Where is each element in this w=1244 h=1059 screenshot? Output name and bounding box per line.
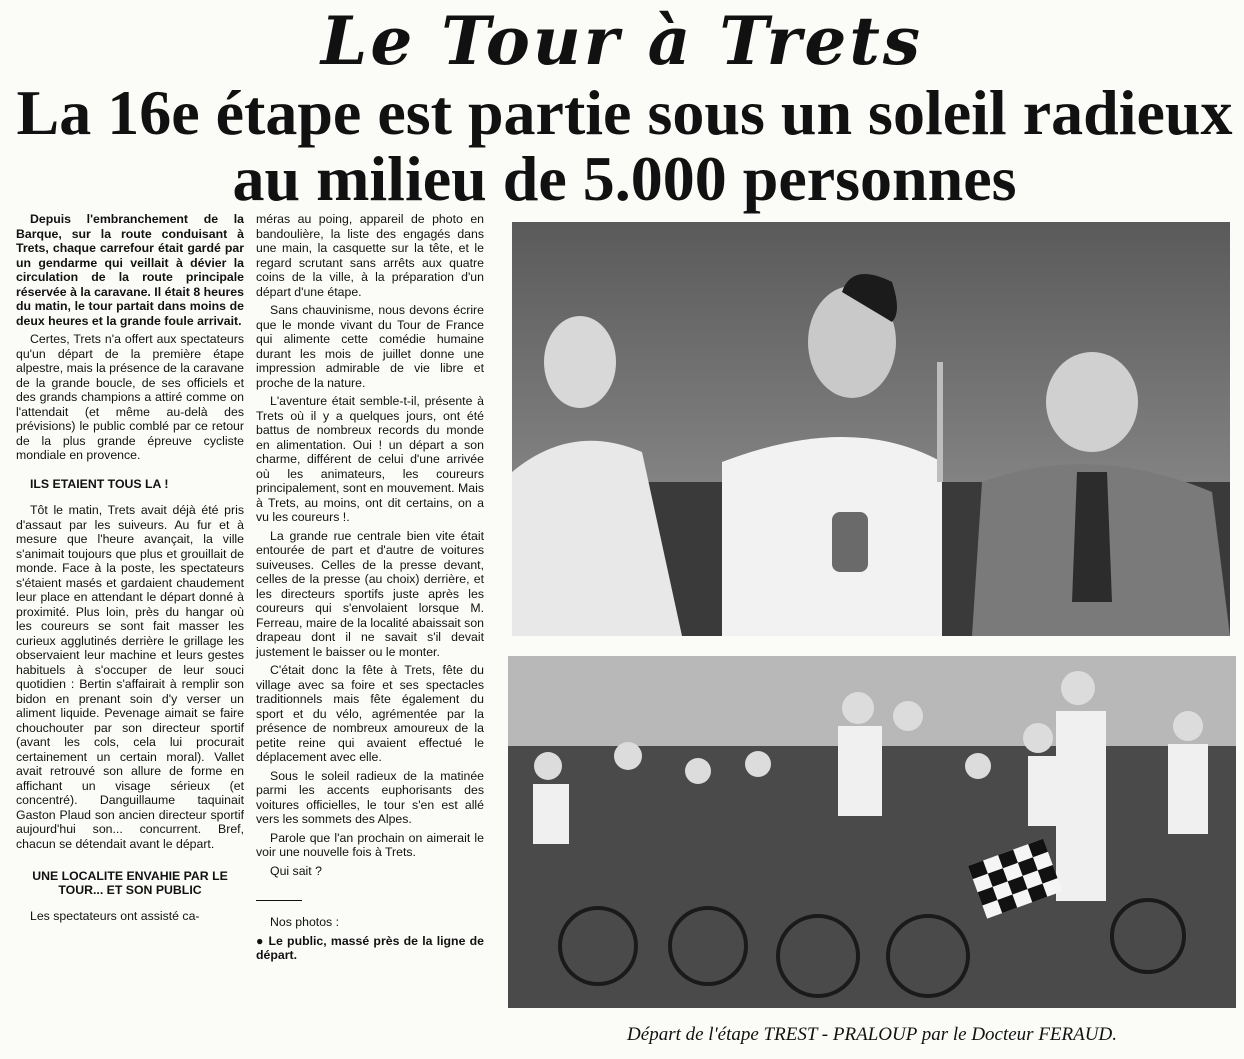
paragraph: Les spectateurs ont assisté ca- [30,909,200,923]
paragraph: La grande rue centrale bien vite était entourée de part et d'autre de voitures suiveuses. Celles de la presse devant, celles de la presse (au choix) derrière, et les directeurs sportifs juste après les coureurs qui s'envolaient lorsque M. Ferreau, maire de la localité abaissait son drapeau dont il ne savait s'il devait justement le baisser ou le monter. [256,528,484,659]
paragraph: Tôt le matin, Trets avait déjà été pris d'assaut par les suiveurs. Au fur et à mesure que l'heure avançait, la ville s'animait toujours que plus et grouillait de monde. Face à la poste, les spectateurs s'étaient masés et gardaient chaudement leur place en attendant le départ donné à proximité. Plus loin, près du hangar où les coureurs se sont fait masser les curieux agglutinés derrière le grillage les observaient leur machine et leurs gestes habituels à s'occuper de leur souci quotidien : Bertin s'affairait à remplir son bidon en prenant soin d'y verser un aliment liquide. Pevenage aimait se faire chouchouter par son directeur sportif (avant les cols, cela lui procurait certainement un certain moral). Vallet avait retrouvé son allure de forme en affichant un visage sérieux (et concentré). Danguillaume taquinait Gaston Plaud son ancien directeur sportif aujourd'hui son... concurrent. Bref, chacun se détendait avant le départ. [16,503,244,851]
subheading: ILS ETAIENT TOUS LA ! [30,476,169,491]
paragraph: Certes, Trets n'a offert aux spectateurs qu'un départ de la première étape alpestre, mais la présence de la caravane de la grande boucle, de ses officiels et des grands champions a attiré comme on l'attendait (et même au-delà des prévisions) le public comblé par ce retour de la plus grande épreuve cycliste mondiale en provence. [16,332,244,462]
lead-paragraph: Depuis l'embranchement de la Barque, sur la route conduisant à Trets, chaque carrefour était gardé par un gendarme qui veillait à dévier la circulation de la route principale réservée à la caravane. Il était 8 heures du matin, le tour partait dans moins de deux heures et la grande foule arrivait. [16,212,244,328]
paragraph: méras au poing, appareil de photo en bandoulière, la liste des engagés dans une main, la casquette sur la tête, et le regard scrutant sans arrêts aux quatre coins de la ville, à la préparation d'un départ d'une étape. [256,212,484,299]
paragraph: Qui sait ? [270,863,322,878]
article-column-1 [16,212,244,928]
photo-start-line [508,656,1236,1008]
kicker-title: Le Tour à Trets [320,2,924,80]
headline: La 16e étape est partie sous un soleil radieux au milieu de 5.000 personnes [16,77,1233,214]
photo-officials [512,222,1230,636]
paragraph: Sans chauvinisme, nous devons écrire que le monde vivant du Tour de France qui alimente cette comédie humaine durant les mois de juillet donne une impression admirable de vie libre et proche de la nature. [256,303,484,390]
photo-start-line-image [508,656,1236,1008]
paragraph: C'était donc la fête à Trets, fête du village avec sa foire et ses spectacles traditionnels mais fête également du sport et du vélo, agrémentée par la présence de nombreux amoureux de la petite reine qui avaient effectué le déplacement avec elle. [256,663,484,764]
paragraph: Parole que l'an prochain on aimerait le voir une nouvelle fois à Trets. [256,830,484,859]
paragraph: L'aventure était semble-t-il, présente à Trets où il y a quelques jours, ont été battus de nombreux records du monde en alimentation. Oui ! un départ a son charme, différent de celui d'une arrivée où les animateurs, les coureurs principalement, sont en mouvement. Mais à Trets, au moins, ont dit certains, on a vu les coureurs !. [256,394,484,524]
photo-officials-image [512,222,1230,636]
subheading: UNE LOCALITE ENVAHIE PAR LE TOUR... ET SON PUBLIC [32,869,228,897]
article-column-2 [256,212,484,967]
paragraph: Sous le soleil radieux de la matinée parmi les accents euphorisants des voitures officielles, le tour s'en est allé vers les sommets des Alpes. [256,768,484,826]
photos-caption-item: ● Le public, massé près de la ligne de départ. [256,933,484,962]
divider [256,900,302,901]
photos-label: Nos photos : [270,915,340,929]
photo-caption: Départ de l'étape TREST - PRALOUP par le Docteur FERAUD. [627,1024,1117,1045]
